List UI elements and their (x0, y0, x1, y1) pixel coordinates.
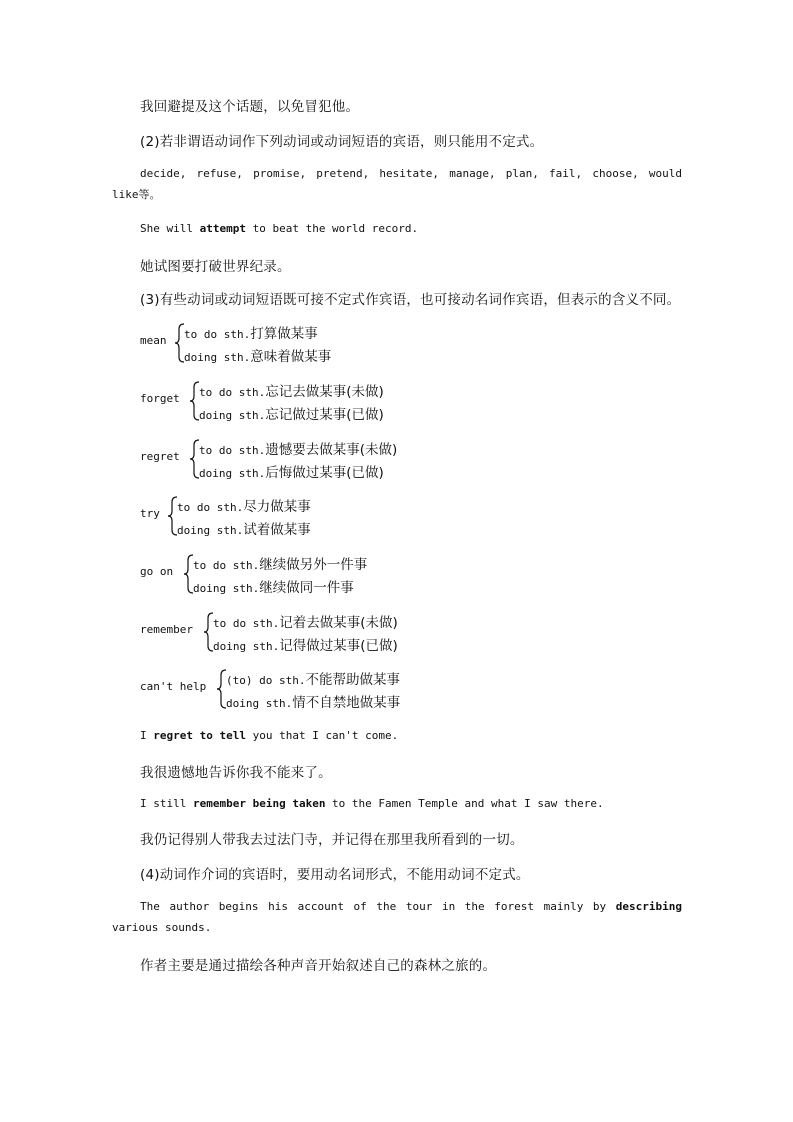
gerund-option (199, 461, 384, 481)
option-meaning: 尽力做某事 (243, 499, 311, 515)
verb-label: can't help (140, 680, 207, 693)
example-keyword: describing (615, 900, 682, 913)
infinitive-option (177, 495, 311, 515)
option-form: doing sth. (184, 351, 251, 364)
example-keyword: remember being taken (192, 797, 326, 810)
verb-label: mean (140, 334, 167, 347)
option-form: to do sth. (199, 386, 266, 399)
section-heading: (3)有些动词或动词短语既可接不定式作宾语，也可接动名词作宾语，但表示的含义不同。 (140, 292, 681, 308)
example-sentence (112, 896, 682, 938)
option-meaning: 后悔做过某事(已做) (265, 465, 384, 481)
example-text: to beat the world record. (245, 222, 419, 235)
option-meaning: 继续做同一件事 (259, 580, 354, 596)
example-text: you that I can't come. (245, 729, 399, 742)
option-meaning: 记得做过某事(已做) (279, 638, 398, 654)
option-meaning: 情不自禁地做某事 (292, 695, 401, 711)
option-meaning: 意味着做某事 (250, 349, 332, 365)
option-form: doing sth. (193, 582, 260, 595)
gerund-option (213, 634, 398, 654)
option-form: to do sth. (213, 617, 280, 630)
infinitive-option (199, 438, 397, 458)
infinitive-option (184, 322, 318, 342)
option-form: doing sth. (177, 524, 244, 537)
option-form: to do sth. (193, 559, 260, 572)
option-meaning: 忘记做过某事(已做) (265, 407, 384, 423)
option-meaning: 不能帮助做某事 (305, 672, 400, 688)
verb-label: remember (140, 623, 193, 636)
option-form: doing sth. (226, 697, 293, 710)
option-form: to do sth. (177, 501, 244, 514)
infinitive-option (226, 668, 400, 688)
gerund-option (199, 403, 384, 423)
text-line: 我回避提及这个话题，以免冒犯他。 (140, 99, 360, 115)
example-text: to the Famen Temple and what I saw there. (325, 797, 604, 810)
example-text: She will (140, 222, 200, 235)
gerund-option (184, 345, 331, 365)
option-meaning: 试着做某事 (243, 522, 311, 538)
infinitive-option (199, 380, 384, 400)
option-meaning: 打算做某事 (250, 326, 318, 342)
gerund-option (177, 518, 311, 538)
verb-list-paragraph: decide, refuse, promise, pretend, hesitate, manage, plan, fail, choose, would like等。 (112, 167, 682, 201)
example-sentence (140, 222, 418, 235)
verb-label: go on (140, 565, 174, 578)
example-text: various sounds. (112, 921, 212, 934)
verb-label: try (140, 507, 160, 520)
example-translation: 我很遗憾地告诉你我不能来了。 (140, 765, 332, 781)
option-meaning: 继续做另外一件事 (259, 557, 368, 573)
option-form: to do sth. (184, 328, 251, 341)
example-text: I (140, 729, 154, 742)
example-text: The author begins his account of the tour in the forest mainly by (140, 900, 616, 913)
option-meaning: 忘记去做某事(未做) (265, 384, 384, 400)
verb-label: forget (140, 392, 180, 405)
example-translation: 作者主要是通过描绘各种声音开始叙述自己的森林之旅的。 (140, 958, 497, 974)
infinitive-option (213, 611, 398, 631)
option-form: (to) do sth. (226, 674, 306, 687)
section-heading: (2)若非谓语动词作下列动词或动词短语的宾语，则只能用不定式。 (140, 134, 544, 150)
verb-label: regret (140, 450, 180, 463)
option-form: doing sth. (199, 467, 266, 480)
option-meaning: 记着去做某事(未做) (279, 615, 398, 631)
example-translation: 我仍记得别人带我去过法门寺，并记得在那里我所看到的一切。 (140, 832, 524, 848)
example-sentence (140, 797, 604, 810)
example-keyword: regret to tell (153, 729, 246, 742)
section-heading: (4)动词作介词的宾语时，要用动名词形式，不能用动词不定式。 (140, 867, 530, 883)
option-form: doing sth. (213, 640, 280, 653)
example-text: I still (140, 797, 193, 810)
example-translation: 她试图要打破世界纪录。 (140, 259, 291, 275)
infinitive-option (193, 553, 367, 573)
gerund-option (193, 576, 354, 596)
option-form: to do sth. (199, 444, 266, 457)
example-sentence (140, 729, 398, 742)
gerund-option (226, 691, 400, 711)
example-keyword: attempt (199, 222, 246, 235)
option-form: doing sth. (199, 409, 266, 422)
option-meaning: 遗憾要去做某事(未做) (265, 442, 398, 458)
